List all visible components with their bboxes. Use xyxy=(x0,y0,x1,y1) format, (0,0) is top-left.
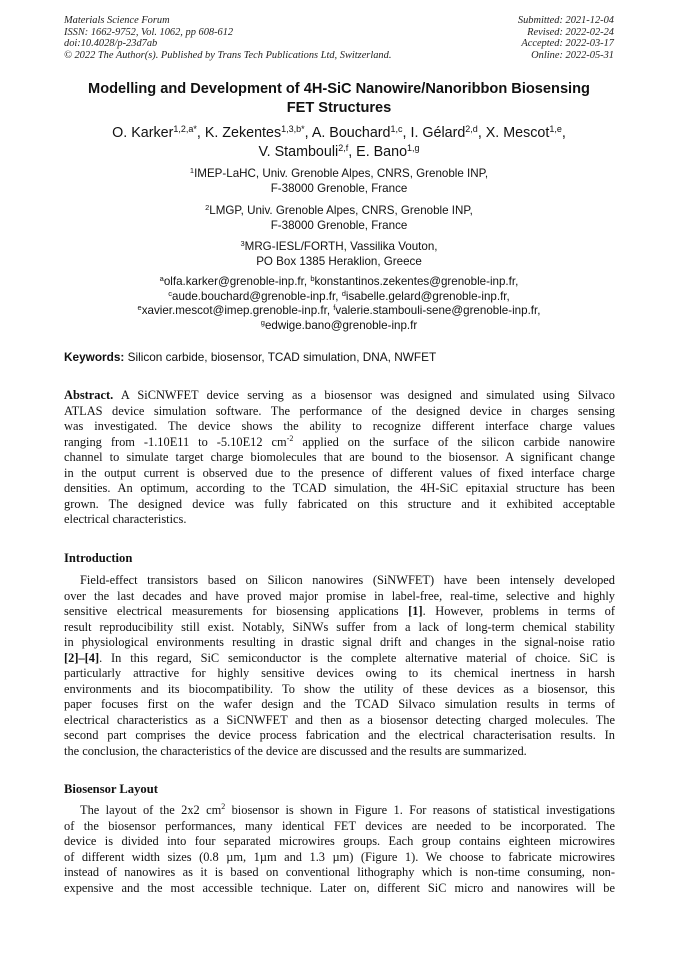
layout-line: of the biosensor performances, many identical FET devices are needed to be incorporated. The xyxy=(64,818,615,833)
affiliation-sup: 3 xyxy=(240,239,245,248)
affiliation-line: F-38000 Grenoble, France xyxy=(270,218,408,232)
email-line xyxy=(60,275,618,290)
date-accepted: Accepted: 2022-03-17 xyxy=(521,38,614,50)
email-address: xavier.mescot@imep.grenoble-inp.fr, xyxy=(141,304,334,318)
intro-line: second part comprises the device process fabrication and the electrical characterisation results. In xyxy=(64,728,615,742)
abstract-line: channel to simulate target charge biomolecules that are bound to the biosensor. A significant change xyxy=(64,450,615,464)
author-line: O. Karker$^{1,2,a*}$, K. Zekentes$^{1,3,b*}$, A. Bouchard$^{1,c}$, I. Gélard$^{2,d}$, X. Mescot$^{1,e}$, xyxy=(112,124,566,141)
email-address: valerie.stambouli-sene@grenoble-inp.fr, xyxy=(335,304,541,318)
abstract-line: ATLAS device simulation software. The performance of the designed device in charges sensing xyxy=(64,403,615,418)
email-address: olfa.karker@grenoble-inp.fr, xyxy=(163,275,311,288)
keywords xyxy=(64,350,436,365)
email-sup: c xyxy=(168,288,172,298)
journal-header-right xyxy=(518,15,614,61)
email-line xyxy=(60,290,618,305)
email-line xyxy=(60,319,618,334)
author-affil-sup: 2,f xyxy=(338,143,349,153)
introduction-text xyxy=(64,573,615,759)
paper-title-line: FET Structures xyxy=(286,100,392,116)
abstract xyxy=(64,388,615,528)
email-sup: d xyxy=(341,288,346,298)
affiliation-line: MRG-IESL/FORTH, Vassilika Vouton, xyxy=(244,240,438,253)
author-affil-sup: 1,2,a* xyxy=(173,124,197,134)
layout-line: The layout of the 2x2 $cm^2$ biosensor is shown in Figure 1. For reasons of statistical investigations xyxy=(80,803,615,817)
affiliation-line: PO Box 1385 Heraklion, Greece xyxy=(256,254,422,268)
affiliation-3 xyxy=(60,240,618,269)
email-list xyxy=(60,275,618,333)
paper-title xyxy=(50,80,628,118)
email-sup: e xyxy=(137,303,142,313)
email-address: isabelle.gelard@grenoble-inp.fr, xyxy=(345,289,510,303)
citation: [2]–[4] xyxy=(64,650,100,665)
author-name: E. Bano xyxy=(356,144,408,160)
author-name: X. Mescot xyxy=(485,125,550,141)
author-affil-sup: 1,c xyxy=(390,124,403,134)
affiliation-2 xyxy=(60,204,618,233)
intro-line: [2]–[4]. In this regard, SiC semiconductor is the complete alternative material of choice. SiC is xyxy=(64,650,615,665)
abstract-line: grown. The designed device was fully fabricated on this structure and it exhibited acceptable xyxy=(64,496,615,511)
abstract-line: ranging from -1.10E11 to -5.10E12 $cm^{-2}$ applied on the surface of the silicon carbide nanowire xyxy=(64,434,615,449)
intro-line: environments and its biocompatibility. To show the utility of these devices as a biosensor, this xyxy=(64,681,615,696)
email-line xyxy=(60,304,618,319)
intro-line: particularly attractive for highly sensitive devices owing to its chemical inertness in harsh xyxy=(64,666,615,680)
affiliation-line: LMGP, Univ. Grenoble Alpes, CNRS, Grenoble INP, xyxy=(209,204,473,217)
author-name: K. Zekentes xyxy=(204,125,282,141)
email-address: aude.bouchard@grenoble-inp.fr, xyxy=(172,289,342,303)
keywords-text: Silicon carbide, biosensor, TCAD simulation, DNA, NWFET xyxy=(124,350,437,364)
email-sup: b xyxy=(310,274,315,283)
intro-line: Field-effect transistors based on Silicon nanowires (SiNWFET) have been intensely developed xyxy=(80,573,615,587)
abstract-line: in the output current is observed due to the presence of different values of fixed interface charge xyxy=(64,465,615,480)
keywords-label: Keywords: xyxy=(64,350,125,364)
author-affil-sup: 1,g xyxy=(407,143,420,153)
layout-line: device is divided into four separated microwires groups. Each group contains eighteen microwires xyxy=(64,834,615,848)
author-list xyxy=(40,124,638,162)
email-sup: f xyxy=(333,303,336,313)
layout-line: expensive and the most accessible technique. Later on, different SiC micro and nanowires will be xyxy=(64,880,615,895)
author-affil-sup: 1,3,b* xyxy=(281,124,305,134)
section-heading-biosensor-layout: Biosensor Layout xyxy=(64,782,158,796)
affiliation-1 xyxy=(60,167,618,196)
intro-line: in physiological environments resulting in drastic signal drift and changes in the signal-noise ratio xyxy=(64,635,615,649)
intro-line: the conclusion, the characteristics of the device are discussed and the results are summarized. xyxy=(64,743,527,758)
email-sup: g xyxy=(260,317,265,327)
layout-line: instead of nanowires as it is based on conventional lithography which is non-time consuming, non- xyxy=(64,865,615,879)
section-heading-introduction: Introduction xyxy=(64,551,133,565)
biosensor-layout-text xyxy=(64,803,615,896)
paper-title-line: Modelling and Development of 4H-SiC Nanowire/Nanoribbon Biosensing xyxy=(88,81,590,97)
journal-header-left xyxy=(64,15,391,61)
affiliation-sup: 1 xyxy=(189,166,195,175)
email-address: edwige.bano@grenoble-inp.fr xyxy=(264,318,418,332)
date-revised: Revised: 2022-02-24 xyxy=(527,26,614,38)
author-affil-sup: 2,d xyxy=(465,124,478,134)
date-online: Online: 2022-05-31 xyxy=(531,49,614,61)
email-sup: a xyxy=(159,274,164,283)
author-line: V. Stambouli$^{2,f}$, E. Bano$^{1,g}$ xyxy=(258,143,420,160)
abstract-line: Abstract. A SiCNWFET device serving as a biosensor was designed and simulated using Silvaco xyxy=(64,388,615,402)
author-name: I. Gélard xyxy=(410,125,466,141)
affiliation-line: F-38000 Grenoble, France xyxy=(270,181,408,195)
journal-copyright: © 2022 The Author(s). Published by Trans Tech Publications Ltd, Switzerland. xyxy=(64,49,392,61)
email-address: konstantinos.zekentes@grenoble-inp.fr, xyxy=(314,275,519,288)
intro-line: sensitive electrical measurements for biosensing applications [1]. However, problems in terms of xyxy=(64,604,615,618)
journal-name: Materials Science Forum xyxy=(64,15,170,26)
author-affil-sup: 1,e xyxy=(549,124,562,134)
intro-line: over the last decades and have proved major promise in label-free, real-time, selective and highly xyxy=(64,588,615,603)
citation: [1] xyxy=(408,604,423,618)
journal-issn: ISSN: 1662-9752, Vol. 1062, pp 608-612 xyxy=(64,26,234,38)
author-name: O. Karker xyxy=(112,125,174,141)
intro-line: result reproducibility still exist. Notably, SiNWs suffer from a lack of long-term chemical stability xyxy=(64,619,615,634)
date-submitted: Submitted: 2021-12-04 xyxy=(517,15,614,26)
abstract-line: was investigated. The device shows the ability to recognize different interface charge values xyxy=(64,419,615,433)
author-name: V. Stambouli xyxy=(258,144,339,160)
intro-line: electrical characteristics as a SiCNWFET and then as a biosensor detecting charged molecules. The xyxy=(64,712,615,727)
layout-line: of different width sizes (0.8 µm, 1µm and 1.3 µm) (Figure 1). We choose to fabricate microwires xyxy=(64,849,615,864)
journal-doi: doi:10.4028/p-23d7ab xyxy=(64,38,158,50)
affiliation-sup: 2 xyxy=(205,203,210,212)
abstract-line: densities. An optimum, according to the TCAD simulation, the 4H-SiC epitaxial structure has been xyxy=(64,481,615,495)
affiliation-line: IMEP-LaHC, Univ. Grenoble Alpes, CNRS, Grenoble INP, xyxy=(194,167,489,180)
author-name: A. Bouchard xyxy=(311,125,391,141)
abstract-label: Abstract. xyxy=(64,388,114,402)
intro-line: paper focuses first on the wafer design and the TCAD Silvaco simulation results in terms of xyxy=(64,697,615,711)
abstract-line: electrical characteristics. xyxy=(64,512,187,526)
